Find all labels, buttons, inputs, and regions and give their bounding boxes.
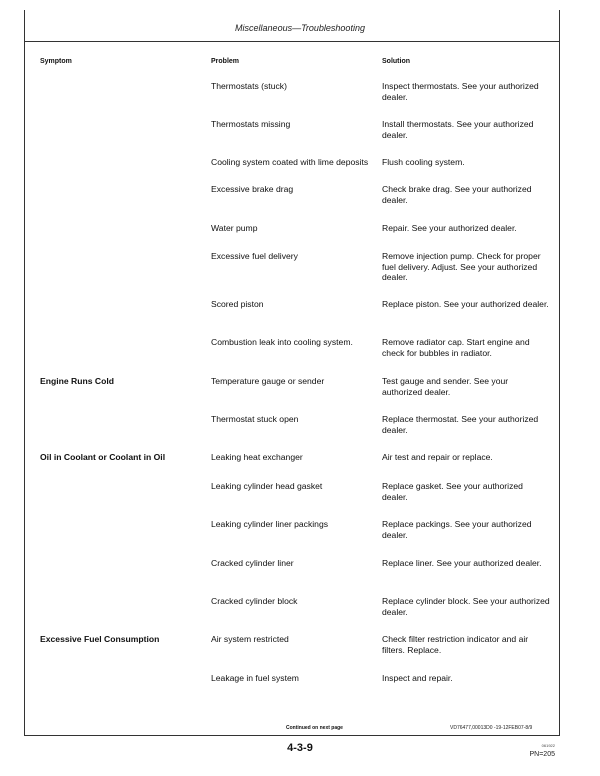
solution-cell: Remove injection pump. Check for proper fuel delivery. Adjust. See your authorized dealer. xyxy=(382,251,541,283)
solution-cell: Inspect thermostats. See your authorized dealer. xyxy=(382,81,539,102)
problem-cell: Leaking cylinder head gasket xyxy=(211,481,323,491)
column-header-problem: Problem xyxy=(211,58,240,65)
problem-cell: Cooling system coated with lime deposits xyxy=(211,157,369,167)
solution-cell: Check filter restriction indicator and air filters. Replace. xyxy=(382,634,529,655)
print-code: 061922 xyxy=(541,743,555,748)
symptom-cell: Engine Runs Cold xyxy=(40,376,114,386)
problem-cell: Thermostats missing xyxy=(211,119,291,129)
problem-cell: Air system restricted xyxy=(211,634,289,644)
solution-cell: Flush cooling system. xyxy=(382,157,465,167)
solution-cell: Air test and repair or replace. xyxy=(382,452,493,462)
problem-cell: Combustion leak into cooling system. xyxy=(211,337,353,347)
solution-cell: Check brake drag. See your authorized dealer. xyxy=(382,184,532,205)
problem-cell: Excessive brake drag xyxy=(211,184,294,194)
page-number: 4-3-9 xyxy=(287,742,313,754)
solution-cell: Replace packings. See your authorized dealer. xyxy=(382,519,532,540)
problem-cell: Excessive fuel delivery xyxy=(211,251,298,261)
page-title: Miscellaneous—Troubleshooting xyxy=(235,23,365,33)
problem-cell: Cracked cylinder liner xyxy=(211,558,294,568)
solution-cell: Inspect and repair. xyxy=(382,673,453,683)
solution-cell: Replace cylinder block. See your authorized dealer. xyxy=(382,596,550,617)
problem-cell: Leaking cylinder liner packings xyxy=(211,519,329,529)
symptom-cell: Oil in Coolant or Coolant in Oil xyxy=(40,452,166,462)
footer-rule xyxy=(24,735,559,736)
column-header-solution: Solution xyxy=(382,58,410,65)
solution-cell: Remove radiator cap. Start engine and check for bubbles in radiator. xyxy=(382,337,530,358)
problem-cell: Leakage in fuel system xyxy=(211,673,299,683)
solution-cell: Replace gasket. See your authorized dealer. xyxy=(382,481,523,502)
solution-cell: Repair. See your authorized dealer. xyxy=(382,223,517,233)
symptom-cell: Excessive Fuel Consumption xyxy=(40,634,160,644)
problem-cell: Temperature gauge or sender xyxy=(211,376,325,386)
problem-cell: Leaking heat exchanger xyxy=(211,452,303,462)
problem-cell: Scored piston xyxy=(211,299,264,309)
solution-cell: Test gauge and sender. See your authorized dealer. xyxy=(382,376,509,397)
problem-cell: Thermostat stuck open xyxy=(211,414,299,424)
problem-cell: Thermostats (stuck) xyxy=(211,81,287,91)
column-header-symptom: Symptom xyxy=(40,58,72,65)
problem-cell: Cracked cylinder block xyxy=(211,596,298,606)
pn-number: PN=205 xyxy=(529,751,555,758)
solution-cell: Replace piston. See your authorized dealer. xyxy=(382,299,549,309)
header-rule xyxy=(24,41,559,42)
document-reference: VD76477,00013D0 -19-12FEB07-8/9 xyxy=(450,725,533,731)
solution-cell: Replace liner. See your authorized dealer. xyxy=(382,558,542,568)
problem-cell: Water pump xyxy=(211,223,258,233)
continued-note: Continued on next page xyxy=(286,725,343,731)
solution-cell: Install thermostats. See your authorized dealer. xyxy=(382,119,534,140)
solution-cell: Replace thermostat. See your authorized dealer. xyxy=(382,414,539,435)
